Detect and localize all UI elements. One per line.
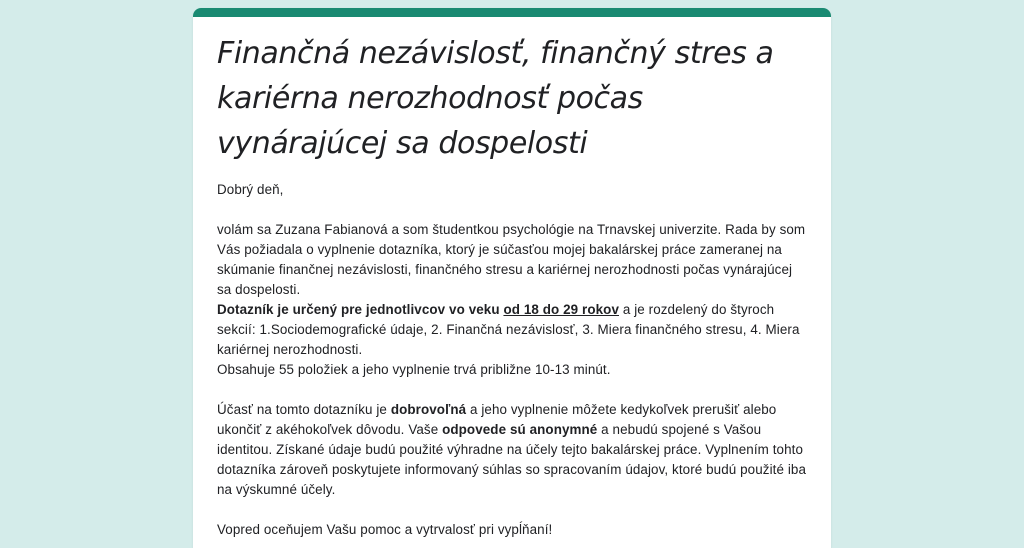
accent-bar xyxy=(193,8,831,17)
target-paragraph xyxy=(217,300,807,360)
length-paragraph: Obsahuje 55 položiek a jeho vyplnenie trvá približne 10-13 minút. xyxy=(217,362,611,377)
intro-paragraph: volám sa Zuzana Fabianová a som študentkou psychológie na Trnavskej univerzite. Rada by som Vás požiadala o vyplnenie dotazníka, ktorý je súčasťou mojej bakalárskej práce zameranej na skúmanie finančnej nezávislosti, finančného stresu a kariérnej nerozhodnosti počas vynárajúcej sa dospelosti. xyxy=(217,222,806,297)
consent-anonymous: odpovede sú anonymné xyxy=(442,422,598,437)
target-bold: Dotazník je určený pre jednotlivcov vo veku xyxy=(217,302,504,317)
thanks-paragraph: Vopred oceňujem Vašu pomoc a vytrvalosť pri vypĺňaní! xyxy=(217,522,553,537)
target-age: od 18 do 29 rokov xyxy=(503,302,619,317)
target-rest: a je rozdelený do štyroch sekcií: 1.Sociodemografické údaje, 2. Finančná nezávislosť, 3. Miera finančného stresu, 4. Miera kariérnej nerozhodnosti. xyxy=(217,302,800,357)
greeting: Dobrý deň, xyxy=(217,182,284,197)
consent-voluntary: dobrovoľná xyxy=(390,402,467,417)
consent-text-e: a nebudú spojené s Vašou identitou. Získané údaje budú použité výhradne na účely tejto bakalárskej práce. Vyplnením tohto dotazníka zároveň poskytujete informovaný súhlas so spracovaním údajov, ktoré budú použité iba na výskumné účely. xyxy=(217,422,807,497)
form-header-card xyxy=(193,8,831,548)
consent-text-c: a jeho vyplnenie môžete kedykoľvek prerušiť alebo ukončiť z akéhokoľvek dôvodu. Vaše xyxy=(217,402,777,437)
form-description xyxy=(217,180,807,540)
form-content xyxy=(193,17,831,540)
form-title: Finančná nezávislosť, finančný stres a kariérna nerozhodnosť počas vynárajúcej sa dospelosti xyxy=(217,36,774,161)
consent-paragraph xyxy=(217,400,807,500)
consent-text-a: Účasť na tomto dotazníku je xyxy=(217,402,391,417)
